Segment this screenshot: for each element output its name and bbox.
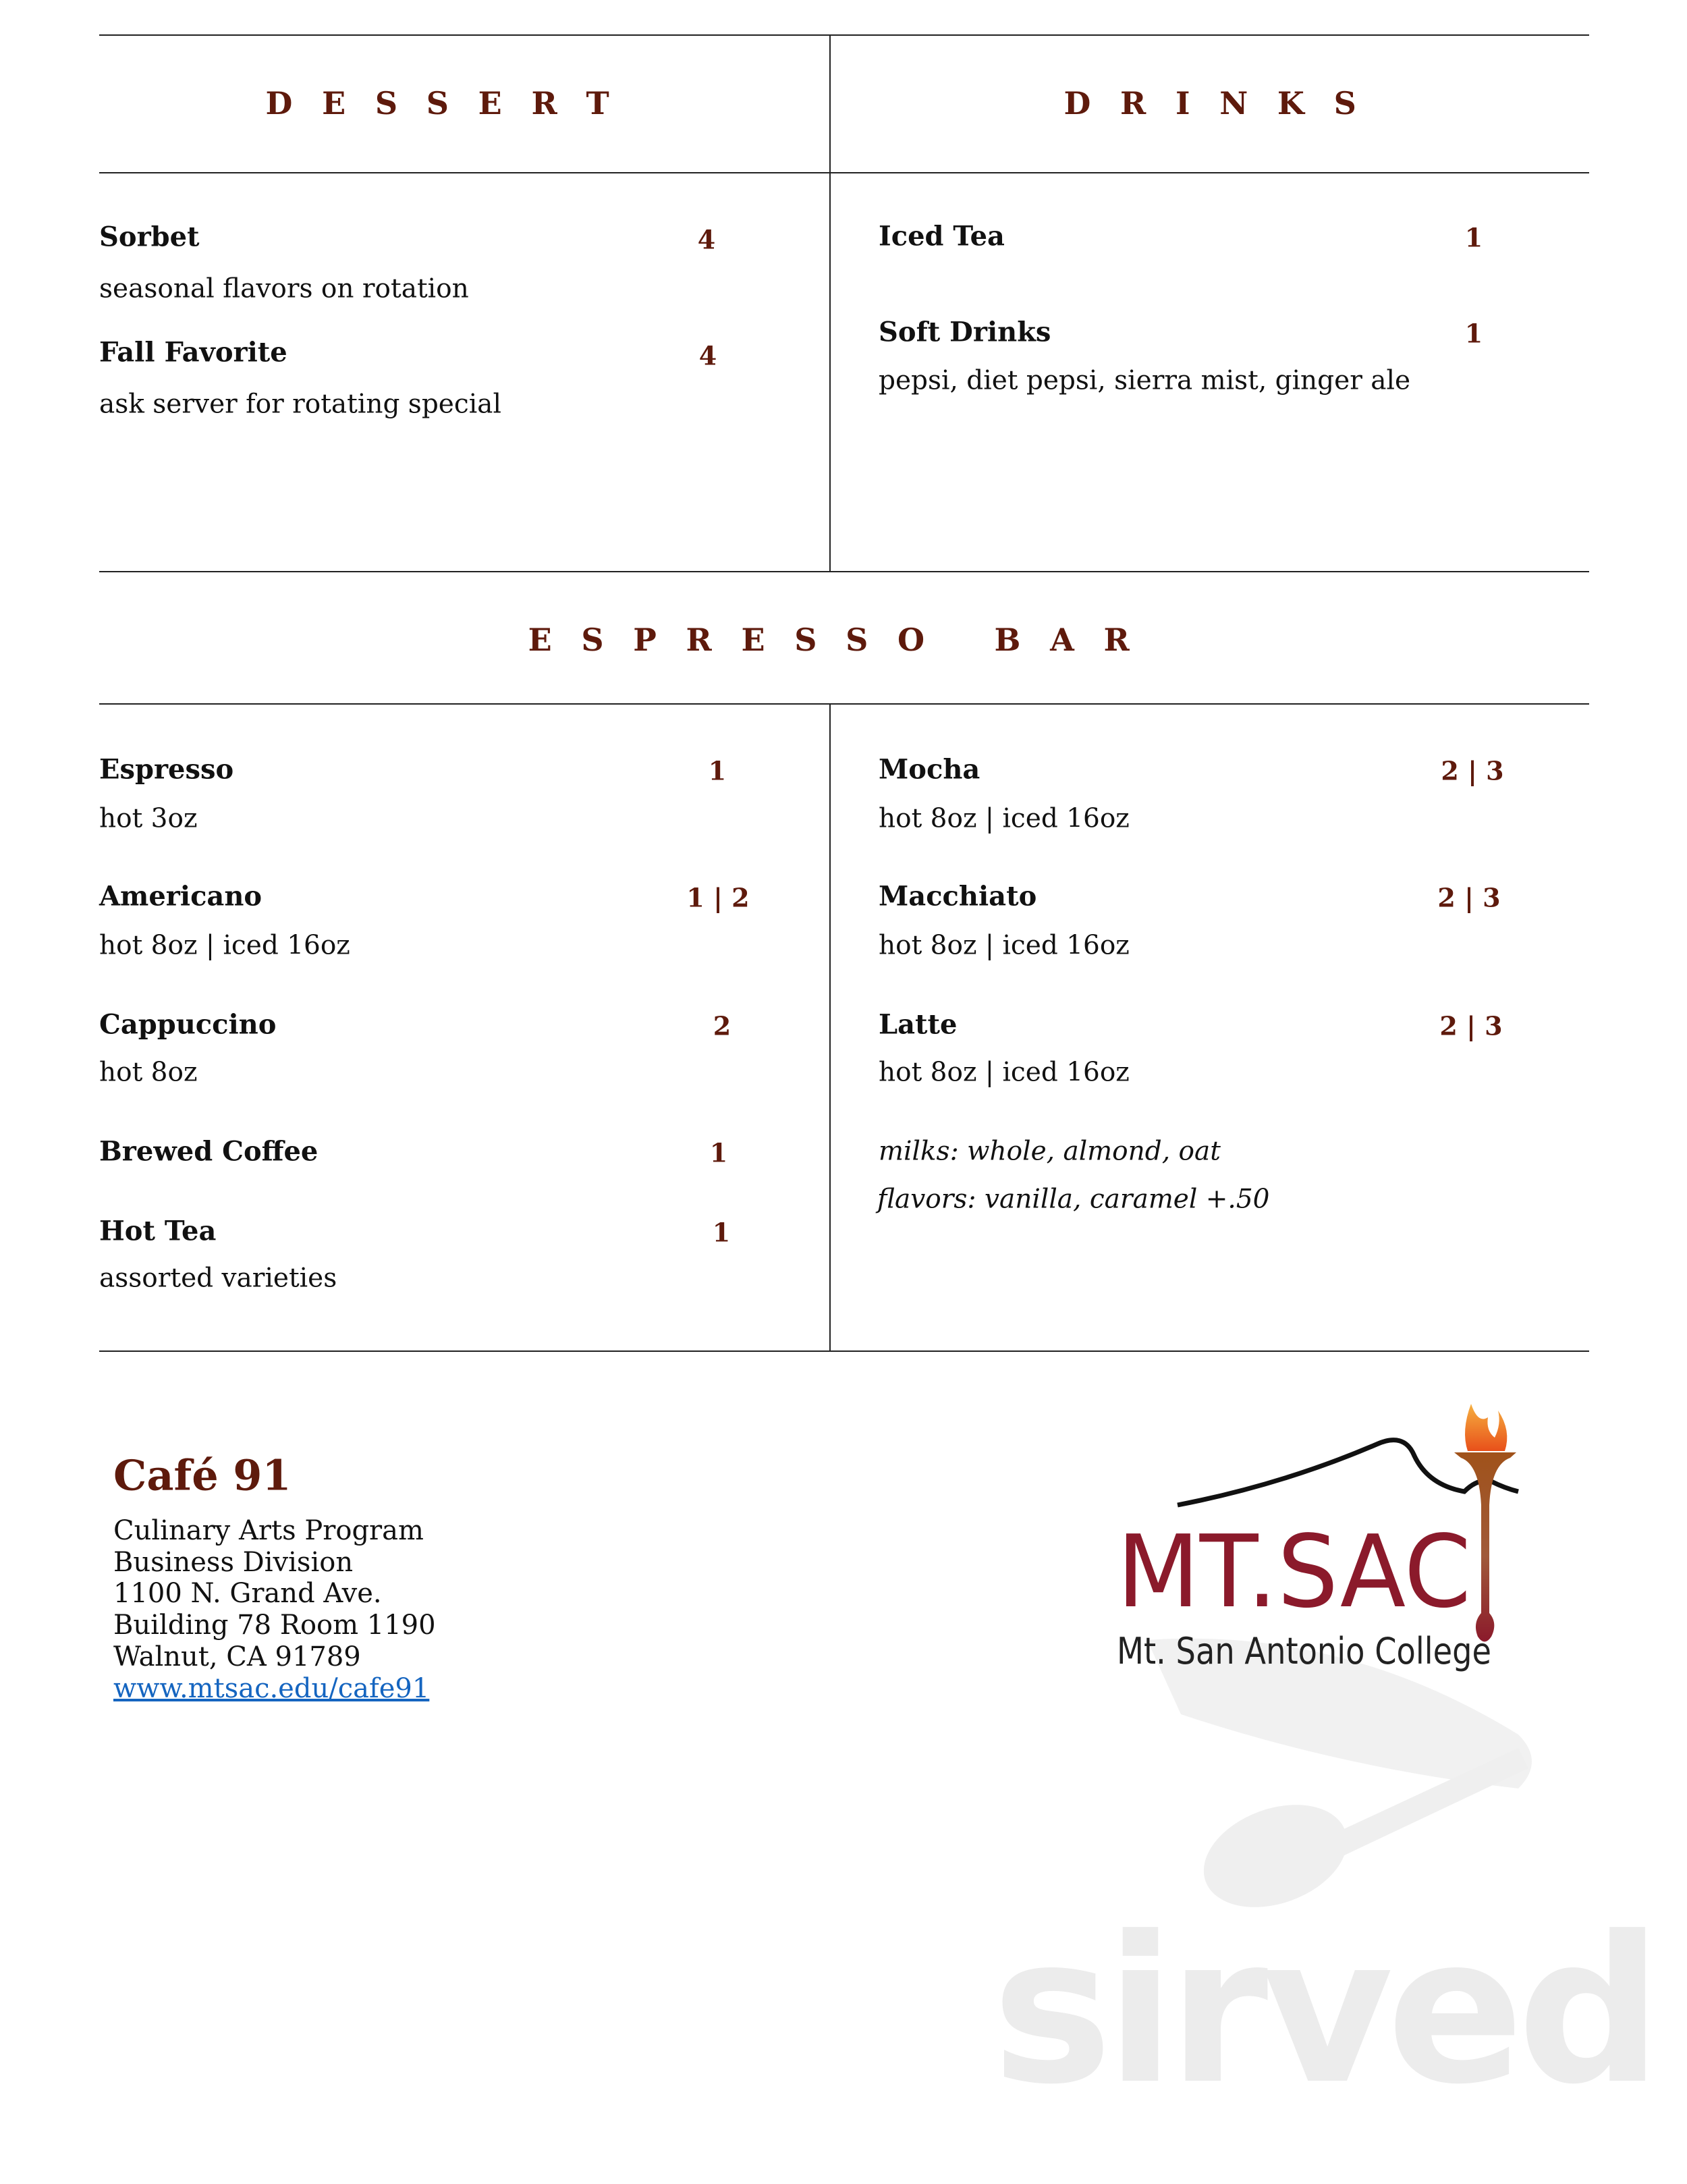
divider <box>99 34 1589 36</box>
flavor-options-note: flavors: vanilla, caramel +.50 <box>877 1184 1270 1215</box>
menu-item-name: Brewed Coffee <box>99 1135 319 1168</box>
website-link[interactable]: www.mtsac.edu/cafe91 <box>113 1672 430 1704</box>
espresso-bar-heading: ESPRESSO BAR <box>528 622 1159 658</box>
menu-item-price: 4 <box>697 224 716 255</box>
menu-item-price: 1 <box>1464 318 1483 349</box>
menu-item-desc: seasonal flavors on rotation <box>99 273 469 304</box>
divider <box>99 571 1589 572</box>
drinks-heading: DRINKS <box>1063 85 1386 121</box>
menu-item-price: 1 <box>1464 222 1483 253</box>
column-divider <box>829 34 831 572</box>
menu-item-name: Iced Tea <box>879 220 1005 252</box>
menu-item-name: Cappuccino <box>99 1008 277 1041</box>
menu-item-name: Mocha <box>879 753 980 786</box>
menu-item-name: Sorbet <box>99 221 200 253</box>
menu-item-price: 4 <box>698 340 717 371</box>
address-line: Business Division <box>113 1546 354 1578</box>
menu-item-desc: hot 3oz <box>99 803 198 834</box>
address-line: 1100 N. Grand Ave. <box>113 1578 382 1610</box>
logo-subtitle: Mt. San Antonio College <box>1117 1630 1491 1672</box>
menu-item-desc: hot 8oz | iced 16oz <box>99 930 350 961</box>
divider <box>99 1350 1589 1352</box>
column-divider <box>829 703 831 1351</box>
cafe-name: Café 91 <box>113 1450 292 1500</box>
dessert-heading: DESSERT <box>265 85 639 121</box>
milk-options-note: milks: whole, almond, oat <box>879 1136 1221 1167</box>
menu-item-name: Macchiato <box>879 880 1037 912</box>
address-line: Culinary Arts Program <box>113 1515 424 1546</box>
menu-item-desc: hot 8oz | iced 16oz <box>879 1057 1130 1088</box>
address-line: Walnut, CA 91789 <box>113 1641 361 1672</box>
menu-item-price: 1 <box>709 1137 728 1168</box>
menu-item-name: Americano <box>99 880 262 912</box>
sirved-watermark: sirved <box>992 1893 1656 2129</box>
menu-item-desc: hot 8oz | iced 16oz <box>879 930 1130 961</box>
menu-item-name: Espresso <box>99 753 234 786</box>
mt-sac-logo <box>1113 1390 1552 1687</box>
menu-item-price: 2 | 3 <box>1439 1010 1503 1041</box>
divider <box>99 172 1589 173</box>
menu-item-price: 2 | 3 <box>1441 755 1504 786</box>
menu-item-price: 2 <box>713 1010 731 1041</box>
logo-wordmark: MT.SAC <box>1117 1514 1471 1630</box>
menu-item-name: Hot Tea <box>99 1215 217 1247</box>
menu-item-desc: pepsi, diet pepsi, sierra mist, ginger ale <box>879 365 1411 396</box>
menu-item-desc: hot 8oz <box>99 1057 198 1088</box>
divider <box>99 703 1589 705</box>
menu-item-price: 1 <box>712 1217 731 1248</box>
menu-item-name: Latte <box>879 1008 958 1041</box>
menu-item-desc: assorted varieties <box>99 1263 337 1294</box>
menu-item-price: 1 | 2 <box>686 882 750 913</box>
address-line: Building 78 Room 1190 <box>113 1610 436 1641</box>
menu-item-name: Soft Drinks <box>879 316 1051 348</box>
menu-item-price: 1 <box>708 755 727 786</box>
menu-item-desc: ask server for rotating special <box>99 389 501 420</box>
address-block <box>113 1515 436 1704</box>
menu-item-price: 2 | 3 <box>1437 882 1501 913</box>
menu-item-desc: hot 8oz | iced 16oz <box>879 803 1130 834</box>
menu-item-name: Fall Favorite <box>99 336 287 368</box>
